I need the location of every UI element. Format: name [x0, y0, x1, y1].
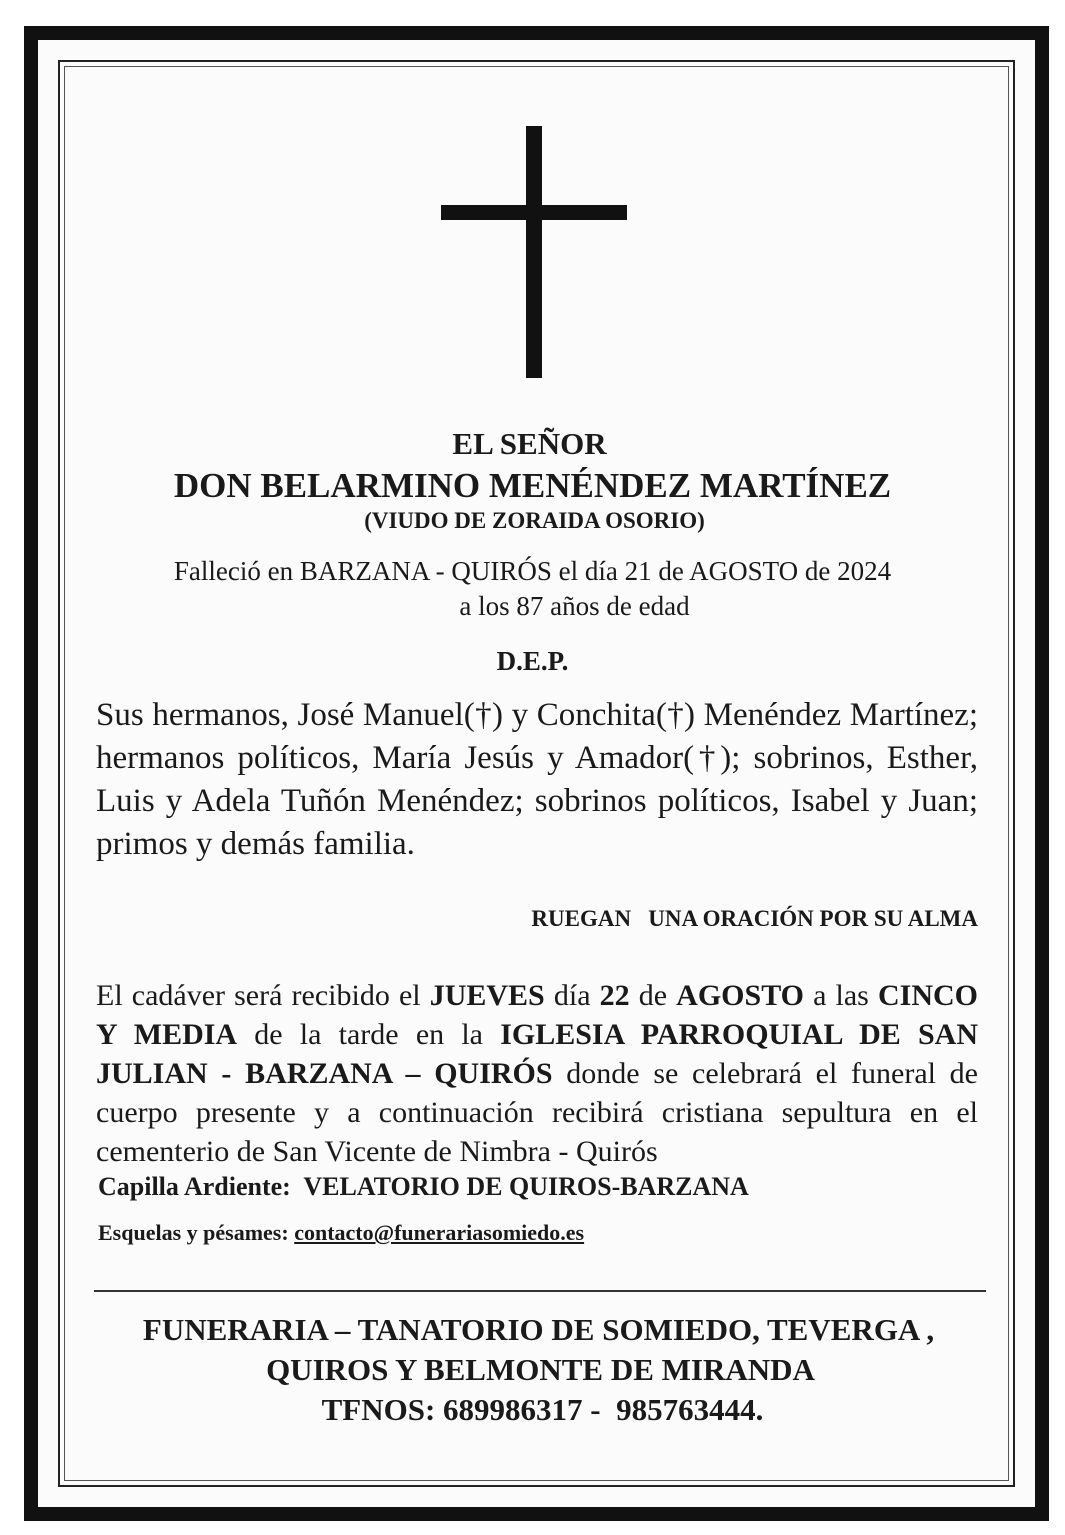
funeral-text: día [544, 979, 600, 1012]
footer-line-1: FUNERARIA – TANATORIO DE SOMIEDO, TEVERGA , [142, 1312, 935, 1347]
death-age: a los 87 años de edad [459, 591, 690, 621]
funeral-time: CINCO Y MEDIA [96, 979, 978, 1051]
funeral-text: de [629, 979, 677, 1012]
contact-label: Esquelas y pésames: [98, 1220, 289, 1245]
family-paragraph: Sus hermanos, José Manuel(†) y Conchita(†) Menéndez Martínez; hermanos políticos, María Jesús y Amador(†); sobrinos, Esther, Luis y Adela Tuñón Menéndez; sobrinos políticos, Isabel y Juan; primos y demás familia. [96, 697, 978, 862]
funeral-date: 22 [599, 979, 630, 1012]
title-line: EL SEÑOR [452, 426, 607, 461]
funeral-text: donde se celebrará el funeral de cuerpo presente y a continuación recibirá cristiana sepultura en el cementerio de San Vicente de Nimbra - Quirós [96, 1057, 978, 1168]
funeral-text: a las [804, 979, 878, 1012]
contact-line [98, 1220, 584, 1246]
chapel-value: VELATORIO DE QUIROS-BARZANA [303, 1172, 749, 1201]
funeral-month: AGOSTO [676, 979, 804, 1012]
divider [94, 1290, 986, 1292]
death-place-date: Falleció en BARZANA - QUIRÓS el día 21 de AGOSTO de 2024 [173, 556, 892, 586]
contact-email-link[interactable]: contacto@funerariasomiedo.es [294, 1220, 585, 1245]
deceased-name: DON BELARMINO MENÉNDEZ MARTÍNEZ [173, 466, 892, 505]
prayer-request: RUEGAN UNA ORACIÓN POR SU ALMA [531, 906, 978, 931]
funeral-church: IGLESIA PARROQUIAL DE SAN JULIAN - BARZANA – QUIRÓS [96, 1018, 978, 1090]
funeral-day: JUEVES [429, 979, 545, 1012]
cross-icon-arm [441, 205, 627, 220]
rip-text: D.E.P. [496, 646, 569, 676]
chapel-line [98, 1172, 749, 1202]
footer-line-2: QUIROS Y BELMONTE DE MIRANDA [266, 1352, 815, 1387]
funeral-text: de la tarde en la [237, 1018, 501, 1051]
cross-icon [526, 126, 542, 378]
funeral-paragraph [96, 976, 978, 1171]
footer-phones: TFNOS: 689986317 - 985763444. [321, 1392, 764, 1427]
chapel-label: Capilla Ardiente: [98, 1172, 291, 1201]
widow-note: (VIUDO DE ZORAIDA OSORIO) [364, 508, 705, 533]
funeral-text: El cadáver será recibido el [96, 979, 430, 1012]
